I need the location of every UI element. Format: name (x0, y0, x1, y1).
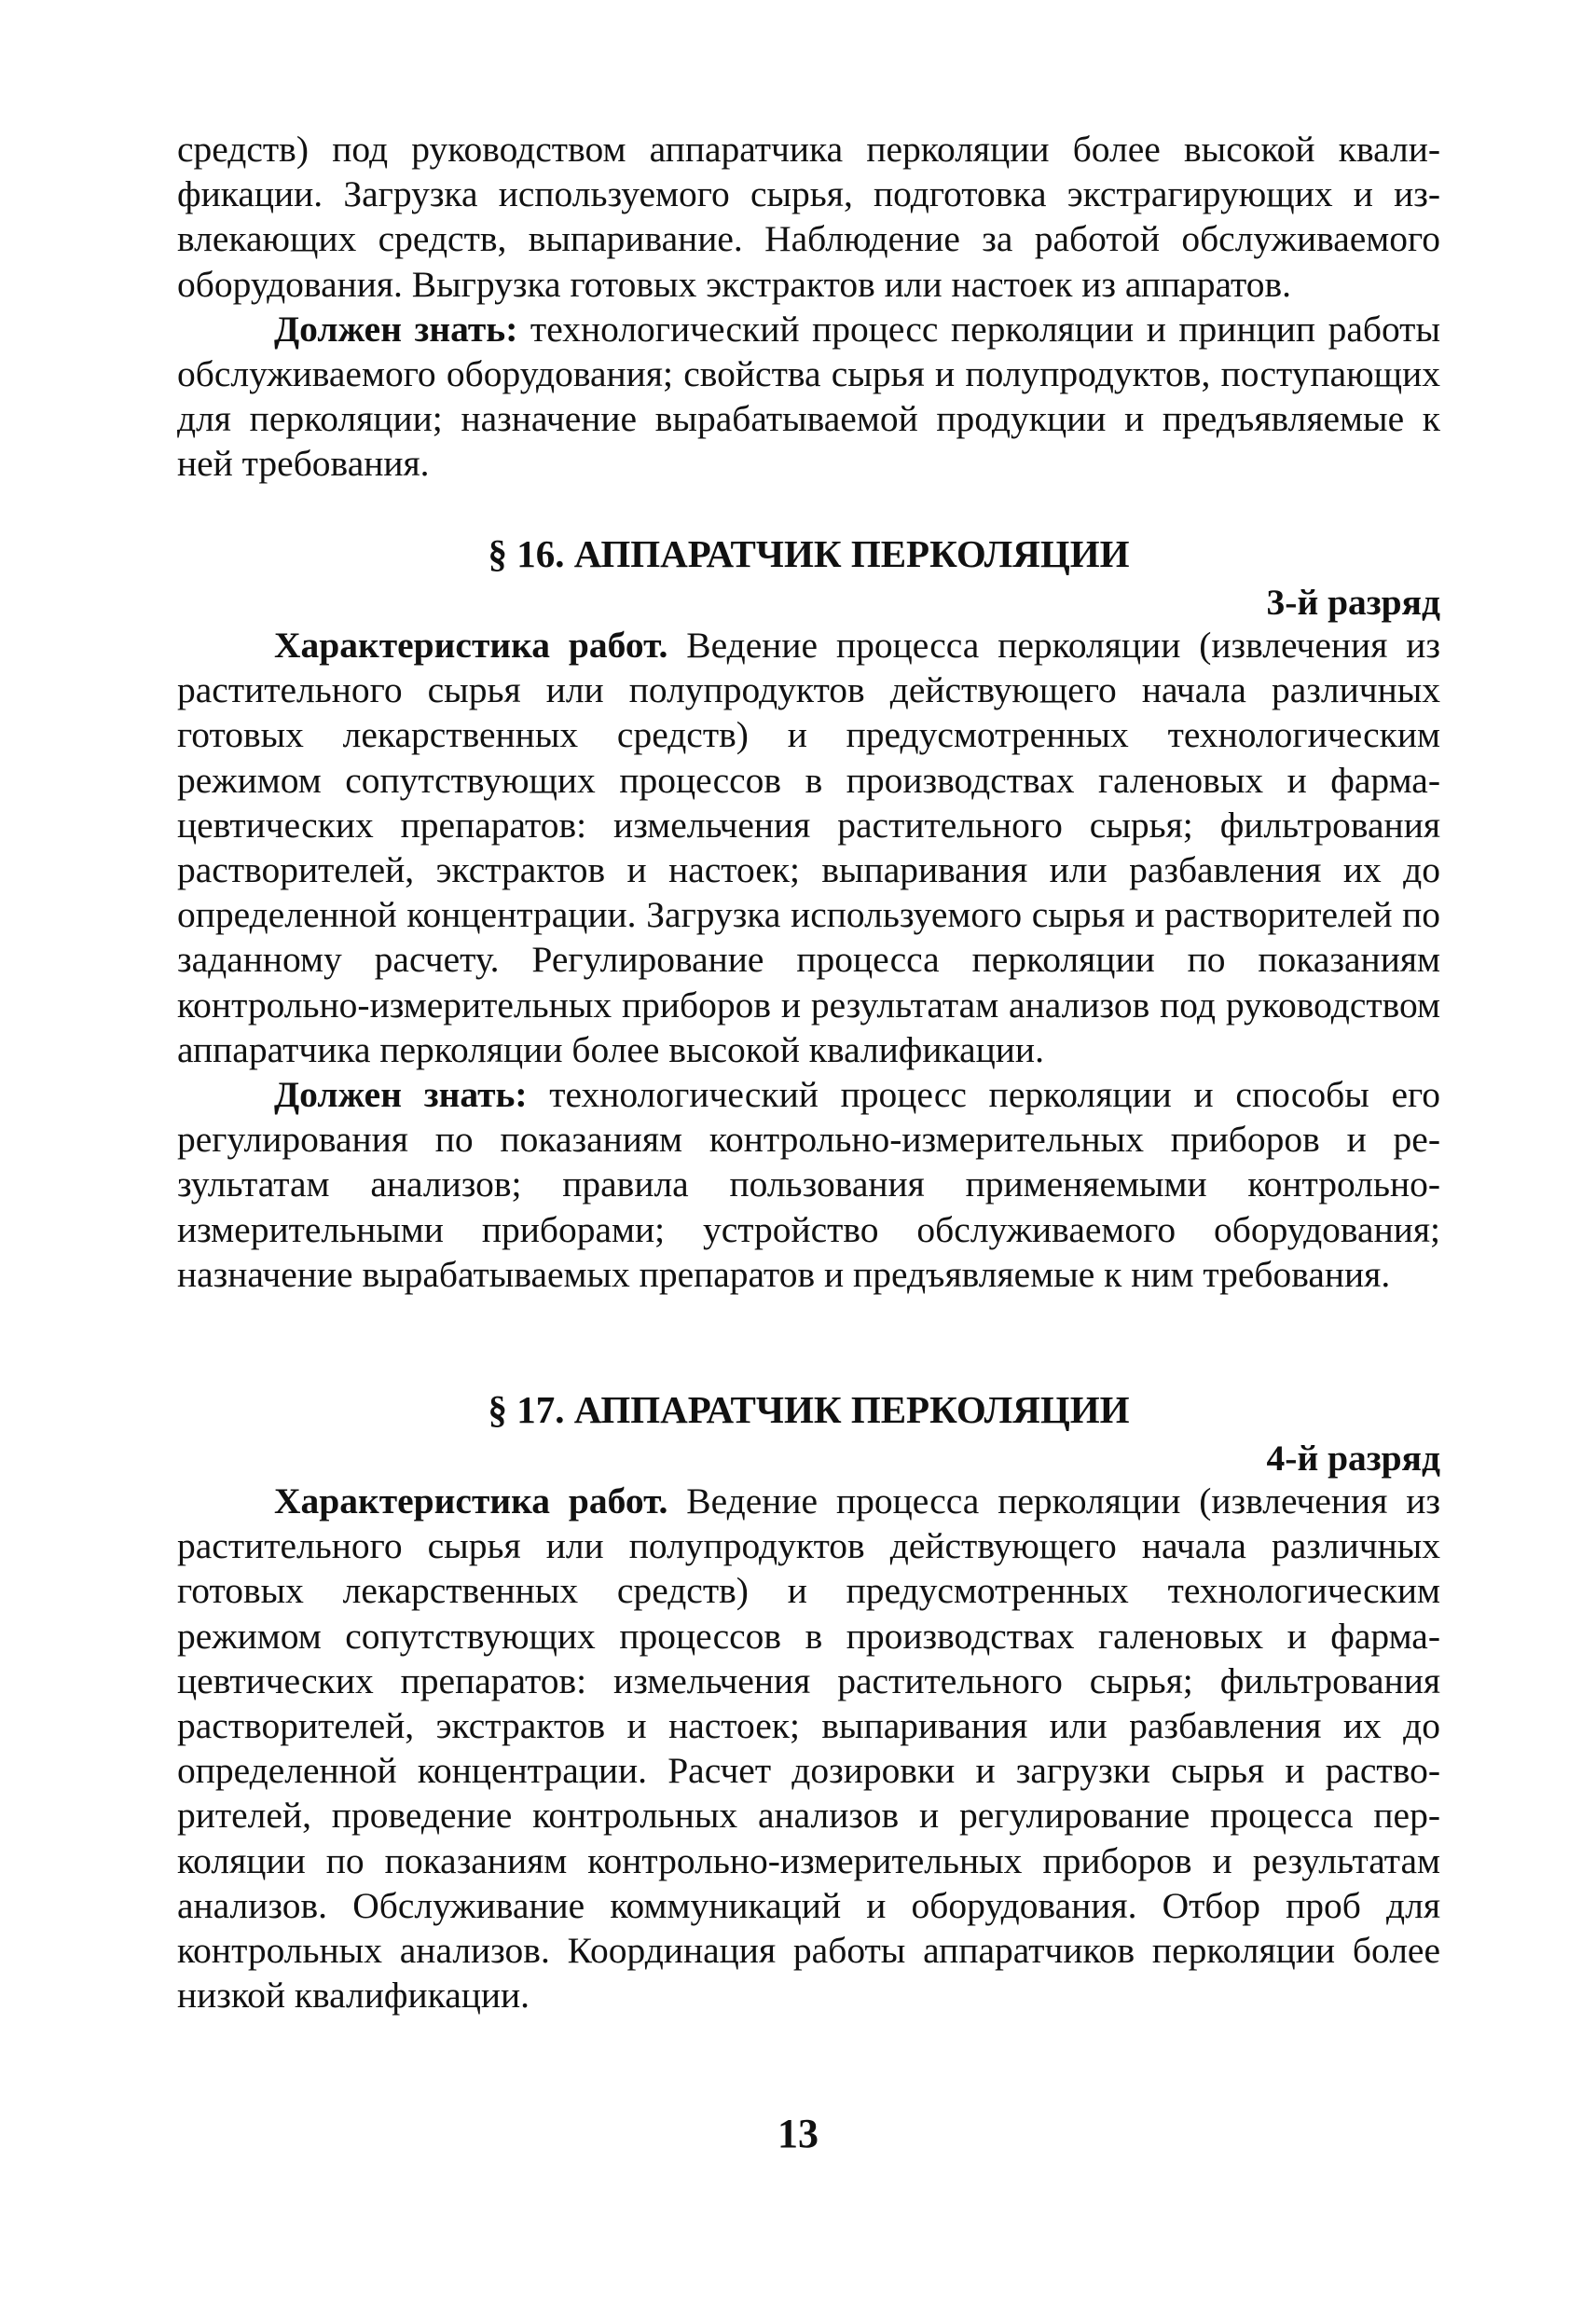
section-17-work-paragraph: Характеристика работ. Ведение процесса перколяции (извлечения из растительного сырья или полупродуктов действующего начала различных готовых лекарственных средств) и предусмотренных технологическим режимом сопутствующих процессов в производствах галеновых и фармацевтических препаратов: измельчения растительного сырья; фильтрования растворителей, экстрактов и настоек; выпаривания или разбавления их до определенной концентрации. Расчет дозировки и загрузки сырья и растворителей, проведение контрольных анализов и регулирование процесса перколяции по показаниям контрольно-измерительных приборов и результатам анализов. Обслуживание коммуникаций и оборудования. Отбор проб для контрольных анализов. Координация работы аппаратчиков перколяции более низкой квалификации. (177, 1480, 1440, 2017)
work-label: Характеристика работ. (274, 625, 668, 666)
work-label: Характеристика работ. (274, 1480, 668, 1521)
section-17-title: § 17. АППАРАТЧИК ПЕРКОЛЯЦИИ (488, 1388, 1130, 1431)
knowledge-label: Должен знать: (274, 1074, 528, 1116)
intro-paragraph: средств) под руководством аппаратчика перколяции более высокой квалификации. Загрузка используемого сырья, подготовка экстрагирующих и извлекающих средств, выпаривание. Наблюдение за работой обслуживаемого оборудования. Выгрузка готовых экстрактов или настоек из аппаратов. (177, 129, 1440, 305)
section-16-work-paragraph: Характеристика работ. Ведение процесса перколяции (извлечения из растительного сырья или полупродуктов действующего начала различных готовых лекарственных средств) и предусмотренных технологическим режимом сопутствующих процессов в производствах галеновых и фармацевтических препаратов: измельчения растительного сырья; фильтрования растворителей, экстрактов и настоек; выпаривания или разбавления их до определенной концентрации. Загрузка используемого сырья и растворителей по заданному расчету. Регулирование процесса перколяции по показаниям контрольно-измерительных приборов и результатам анализов под руководством аппаратчика перколяции более высокой квалификации. (177, 625, 1440, 1070)
page-number: 13 (777, 2111, 819, 2156)
section-17-body (177, 1479, 1440, 2017)
knowledge-label: Должен знать: (274, 308, 518, 350)
section-16-title: § 16. АППАРАТЧИК ПЕРКОЛЯЦИИ (488, 532, 1130, 575)
section-16-knowledge-paragraph: Должен знать: технологический процесс перколяции и способы его регулирования по показаниям контрольно-измерительных приборов и результатам анализов; правила пользования применяемыми контрольно-измерительными приборами; устройство обслуживаемого оборудования; назначение вырабатываемых препаратов и предъявляемые к ним требования. (177, 1074, 1440, 1295)
section-16-grade: 3-й разряд (1266, 582, 1440, 623)
intro-knowledge-paragraph: Должен знать: технологический процесс перколяции и принцип работы обслуживаемого оборудования; свойства сырья и полупродуктов, поступающих для перколяции; назначение вырабатываемой продукции и предъявляемые к ней требования. (177, 308, 1440, 485)
section-16-body (177, 623, 1440, 1297)
section-17-grade: 4-й разряд (1266, 1438, 1440, 1479)
intro-block (177, 127, 1440, 487)
